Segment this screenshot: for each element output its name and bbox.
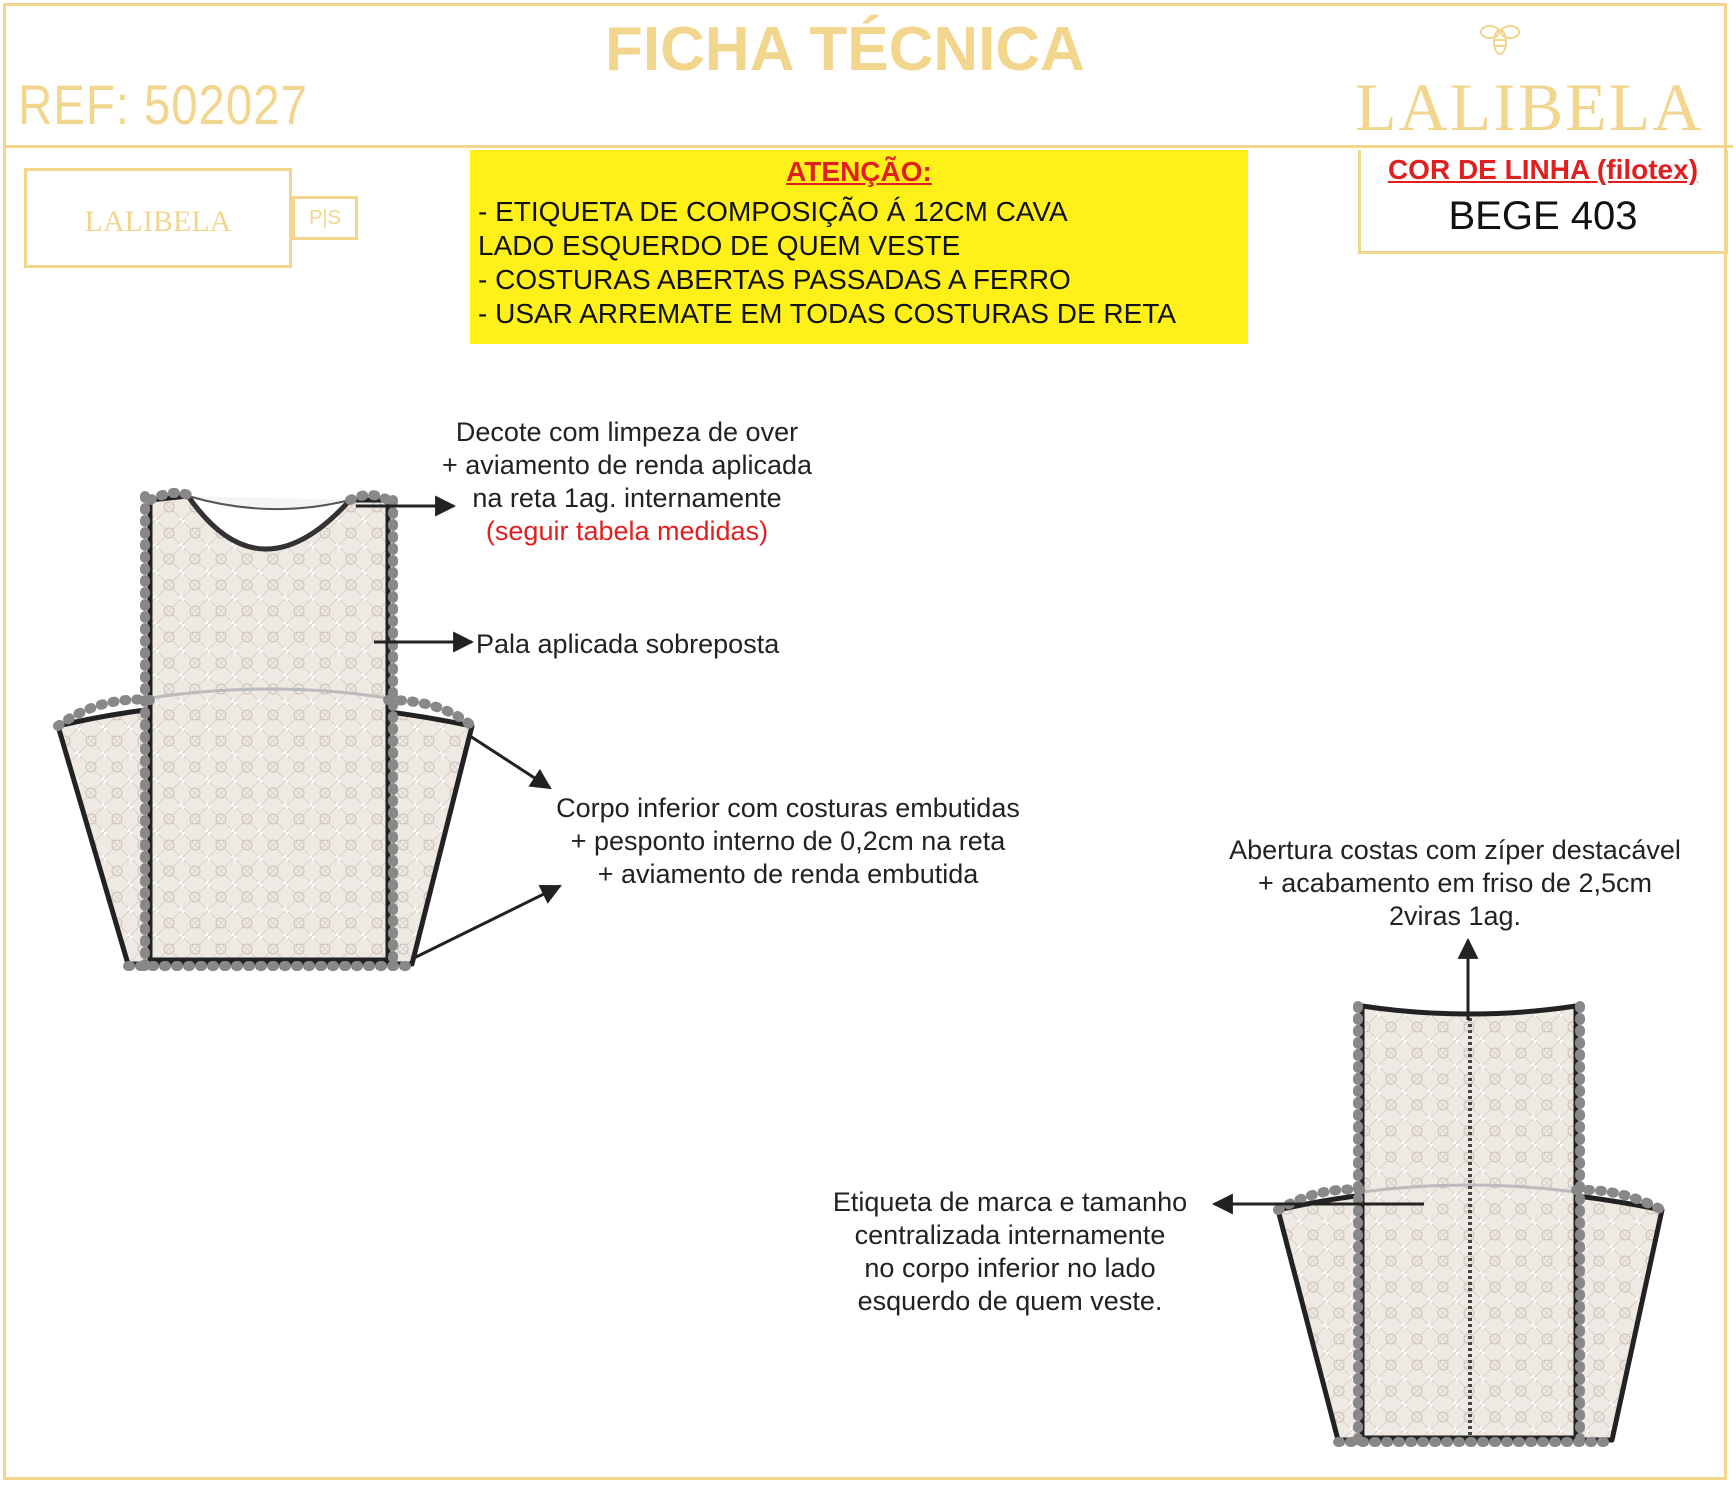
front-garment-drawing bbox=[58, 493, 472, 966]
lower-body-note-line: + pesponto interno de 0,2cm na reta bbox=[570, 826, 1006, 856]
attention-line: - COSTURAS ABERTAS PASSADAS A FERRO bbox=[478, 264, 1071, 295]
brand-label-note-line: Etiqueta de marca e tamanho bbox=[832, 1187, 1188, 1217]
lower-body-arrow-top bbox=[470, 736, 550, 788]
back-opening-note bbox=[1190, 834, 1720, 933]
attention-line: - USAR ARREMATE EM TODAS COSTURAS DE RETA bbox=[478, 298, 1177, 329]
lower-body-note-line: Corpo inferior com costuras embutidas bbox=[556, 793, 1020, 823]
back-opening-note-line: Abertura costas com zíper destacável bbox=[1229, 835, 1681, 865]
thread-color-value: BEGE 403 bbox=[1448, 194, 1638, 238]
brand-label-note-line: no corpo inferior no lado bbox=[864, 1253, 1156, 1283]
neckline-note-line: na reta 1ag. internamente bbox=[472, 483, 782, 513]
reference-number: REF: 502027 bbox=[18, 73, 308, 136]
lower-body-note bbox=[520, 792, 1056, 891]
brand-label-note-line: esquerdo de quem veste. bbox=[857, 1286, 1163, 1316]
back-opening-note-line: 2viras 1ag. bbox=[1388, 901, 1522, 931]
attention-line: LADO ESQUERDO DE QUEM VESTE bbox=[478, 230, 961, 261]
back-garment-drawing bbox=[1278, 1006, 1662, 1442]
lower-body-arrow-bottom bbox=[414, 886, 560, 958]
attention-title: ATENÇÃO: bbox=[786, 156, 932, 187]
thread-color-title: COR DE LINHA (filotex) bbox=[1387, 154, 1699, 185]
attention-line: - ETIQUETA DE COMPOSIÇÃO Á 12CM CAVA bbox=[478, 196, 1068, 227]
neckline-note-line: + aviamento de renda aplicada bbox=[441, 450, 812, 480]
brand-label-note bbox=[810, 1186, 1210, 1318]
lower-body-note-line: + aviamento de renda embutida bbox=[597, 859, 979, 889]
brand-logo: LALIBELA bbox=[1355, 69, 1704, 145]
size-tag: P|S bbox=[292, 196, 358, 240]
label-brand-text: LALIBELA bbox=[84, 205, 232, 238]
neckline-note bbox=[402, 416, 852, 548]
page-title: FICHA TÉCNICA bbox=[605, 15, 1085, 84]
yoke-note: Pala aplicada sobreposta bbox=[476, 629, 780, 659]
front-yoke bbox=[150, 496, 388, 960]
neckline-note-line: Decote com limpeza de over bbox=[455, 417, 799, 447]
back-opening-note-line: + acabamento em friso de 2,5cm bbox=[1258, 868, 1652, 898]
neckline-note-highlight: (seguir tabela medidas) bbox=[485, 516, 769, 546]
front-neck-facing bbox=[188, 496, 350, 509]
brand-label-note-line: centralizada internamente bbox=[854, 1220, 1166, 1250]
